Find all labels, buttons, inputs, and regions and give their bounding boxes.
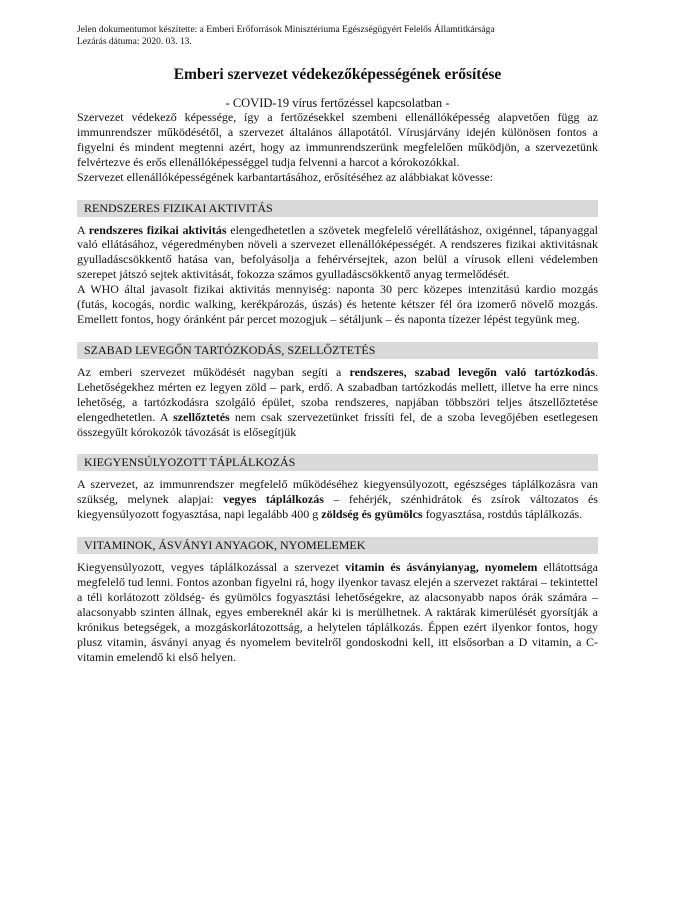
document-page: [77, 24, 598, 664]
emphasis-text: szellőztetés: [173, 409, 230, 424]
closing-date-line: Lezárás dátuma: 2020. 03. 13.: [77, 37, 192, 47]
balanced-diet-paragraph: [77, 477, 598, 522]
text-run: Az emberi szervezet működését nagyban segíti a: [77, 364, 350, 379]
document-subtitle: - COVID-19 vírus fertőzéssel kapcsolatban -: [225, 96, 450, 110]
text-run: A: [77, 222, 89, 237]
fresh-air-paragraph: [77, 365, 598, 440]
emphasis-text: rendszeres fizikai aktivitás: [88, 222, 227, 237]
section-heading-vitamins: VITAMINOK, ÁSVÁNYI ANYAGOK, NYOMELEMEK: [77, 537, 598, 554]
text-run: – fehérjék, szénhidrátok és zsírok változatos és kiegyensúlyozott fogyasztása, napi legalább 400 g: [77, 492, 598, 522]
text-run: fogyasztása, rostdús táplálkozás.: [422, 507, 583, 522]
text-run: ellátottsága megfelelő tud lenni. Fontos azonban figyelni rá, hogy ilyenkor tavasz elején a szervezet raktárai – tekintettel a téli korlátozott zöldség- és gyümölcs fogyasztási lehetőségekre, az alacsonyabb napos órák számára – alacsonyabb szinten állnak, egyes embereknél akár ki is merülhetnek. A raktárak kimerülését gyorsítják a krónikus betegségek, a mozgáskorlátozottság, a helytelen táplálkozás. Éppen ezért ilyenkor fontos, hogy plusz vitamin, ásványi anyag és nyomelem bevitelről gondoskodni kell, itt elsősorban a D vitamin, a C-vitamin emelendő ki első helyen.: [77, 560, 598, 664]
who-recommendation-paragraph: A WHO által javasolt fizikai aktivitás mennyiség: naponta 30 perc közepes intenzitású kardio mozgás (futás, kocogás, nordic walking, kerékpározás, úszás) és hetente kétszer fél óra izomerő növelő mozgás. Emellett fontos, hogy óránként pár percet mozogjuk – sétáljunk – és naponta tízezer lépést tegyünk meg.: [77, 282, 598, 326]
vitamins-paragraph: [77, 560, 598, 664]
physical-activity-paragraph: [77, 223, 598, 283]
section-heading-balanced-diet: KIEGYENSÚLYOZOTT TÁPLÁLKOZÁS: [77, 454, 598, 471]
emphasis-text: vitamin és ásványianyag, nyomelem: [345, 560, 538, 575]
document-title: Emberi szervezet védekezőképességének erősítése: [173, 66, 502, 83]
text-run: A szervezet, az immunrendszer megfelelő működéséhez kiegyensúlyozott, egészséges táplálkozásra van szükség, melynek alapjai:: [77, 477, 598, 507]
text-run: . Lehetőségekhez mérten ez legyen zöld – park, erdő. A szabadban tartózkodás mellett, illetve ha erre nincs lehetőség, a tartózkodásra szolgáló épület, szoba rendszeres, napjában többszöri teljes átszellőztetése elengedhetetlen. A: [77, 364, 598, 424]
text-run: nem csak szervezetünket frissíti fel, de a szoba levegőjében esetlegesen összegyűlt kórokozók távozását is elősegítjük: [77, 409, 598, 439]
emphasis-text: vegyes táplálkozás: [223, 492, 324, 507]
intro-lead-paragraph: Szervezet ellenállóképességének karbantartásához, erősítéséhez az alábbiakat kövesse:: [77, 169, 494, 184]
section-heading-fresh-air: SZABAD LEVEGŐN TARTÓZKODÁS, SZELLŐZTETÉS: [77, 342, 598, 359]
emphasis-text: rendszeres, szabad levegőn való tartózkodás: [349, 364, 595, 379]
text-run: Kiegyensúlyozott, vegyes táplálkozással a szervezet: [77, 560, 346, 575]
section-heading-physical-activity: RENDSZERES FIZIKAI AKTIVITÁS: [77, 200, 598, 217]
author-line: Jelen dokumentumot készítette: a Emberi Erőforrások Minisztériuma Egészségügyért Felelős Államtitkársága: [77, 25, 495, 35]
intro-paragraph: Szervezet védekező képessége, így a fertőzésekkel szembeni ellenállóképesség alapvetően függ az immunrendszer működésétől, a szervezet általános állapotától. Vírusjárvány idején különösen fontos a figyelni és mindent megtenni azért, hogy az immunrendszerünk megfelelően működjön, a szervezetünk felvértezve és erős ellenállóképességgel tudja felvenni a harcot a kórokozókkal.: [77, 110, 598, 169]
document-meta: [77, 24, 598, 48]
text-run: elengedhetetlen a szövetek megfelelő vérellátáshoz, oxigénnel, tápanyaggal való ellátásához, végeredményben növeli a szervezet ellenállóképességét. A rendszeres fizikai aktivitásnak gyulladáscsökkentő hatása van, befolyásolja a fehérvérsejtek, azon belül a vírusok elleni védelemben szerepet játszó sejtek aktivitását, fokozza számos gyulladáscsökkentő anyag termelődését.: [77, 222, 598, 282]
emphasis-text: zöldség és gyümölcs: [321, 507, 423, 522]
